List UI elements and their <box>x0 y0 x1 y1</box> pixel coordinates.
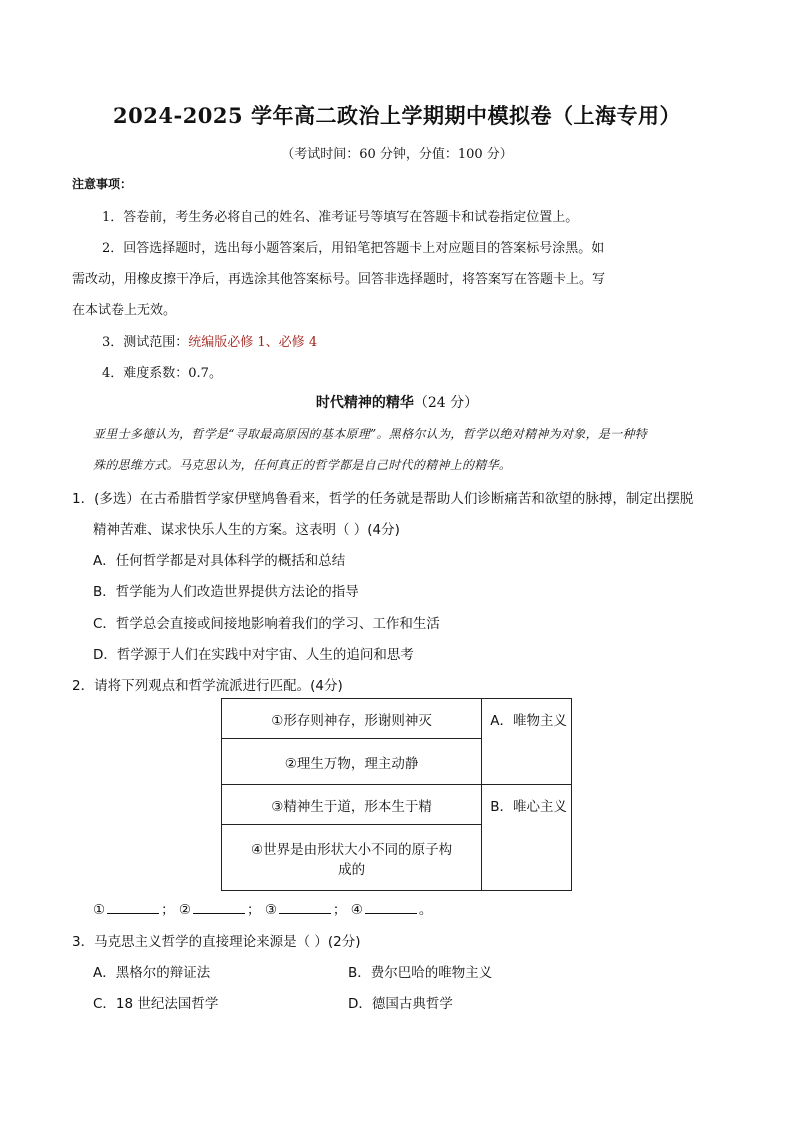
q2-answer-blank-3[interactable] <box>279 901 331 914</box>
q2-row-2: ②理生万物，理主动静 <box>222 739 482 785</box>
q3-option-b[interactable]: B．费尔巴哈的唯物主义 <box>348 965 493 981</box>
q2-school-a: A．唯物主义 <box>482 699 572 785</box>
section-title <box>0 392 794 412</box>
q2-stem: 2．请将下列观点和哲学流派进行匹配。(4分) <box>72 678 343 694</box>
q1-stem-line-1: 1．(多选）在古希腊哲学家伊壁鸠鲁看来，哲学的任务就是帮助人们诊断痛苦和欲望的脉搏，制定出摆脱 <box>72 491 694 507</box>
section-score: （24 分） <box>413 395 479 411</box>
q3-option-a[interactable]: A．黑格尔的辩证法 <box>93 965 211 981</box>
exam-info: （考试时间：60 分钟，分值：100 分） <box>281 147 513 162</box>
note-item-3-prefix: 3．测试范围： <box>102 335 189 350</box>
note-item-2-line-3: 在本试卷上无效。 <box>72 303 177 318</box>
q2-answer-blanks <box>93 898 432 918</box>
q2-row-3: ③精神生于道，形本生于精 <box>222 785 482 825</box>
note-item-1: 1．答卷前，考生务必将自己的姓名、准考证号等填写在答题卡和试卷指定位置上。 <box>102 210 579 225</box>
q2-answer-blank-1[interactable] <box>107 901 159 914</box>
q3-option-d[interactable]: D．德国古典哲学 <box>348 996 453 1012</box>
q2-answer-separator-2: ； <box>247 902 261 918</box>
q2-answer-blank-4[interactable] <box>365 901 417 914</box>
note-item-2-line-1: 2．回答选择题时，选出每小题答案后，用铅笔把答题卡上对应题目的答案标号涂黑。如 <box>102 241 605 256</box>
q2-row-4: ④世界是由形状大小不同的原子构成的 <box>222 825 482 891</box>
q2-answer-blank-2[interactable] <box>193 901 245 914</box>
section-intro-line-2: 殊的思维方式。马克思认为，任何真正的哲学都是自己时代的精神上的精华。 <box>93 458 512 472</box>
q3-option-c[interactable]: C．18 世纪法国哲学 <box>93 996 219 1012</box>
q1-stem-line-2: 精神苦难、谋求快乐人生的方案。这表明（ ）(4分) <box>93 522 400 538</box>
page-title: 2024-2025 学年高二政治上学期期中模拟卷（上海专用） <box>113 103 681 128</box>
section-intro-line-1: 亚里士多德认为，哲学是“寻取最高原因的基本原理”。黑格尔认为，哲学以绝对精神为对象，是一种特 <box>93 427 648 441</box>
q1-option-b[interactable]: B．哲学能为人们改造世界提供方法论的指导 <box>93 584 359 600</box>
notes-heading: 注意事项： <box>72 177 133 191</box>
q3-stem: 3．马克思主义哲学的直接理论来源是（ ）(2分) <box>72 934 361 950</box>
q1-option-d[interactable]: D．哲学源于人们在实践中对宇宙、人生的追问和思考 <box>93 647 414 663</box>
note-item-3 <box>102 331 317 350</box>
q2-answer-label-2: ② <box>178 902 192 918</box>
q2-answer-separator-3: ； <box>332 902 347 918</box>
q2-answer-end-mark: 。 <box>418 902 433 918</box>
test-scope: 统编版必修 1、必修 4 <box>188 335 318 350</box>
section-title-text: 时代精神的精华 <box>315 395 414 411</box>
q2-answer-label-1: ① <box>93 902 106 918</box>
q2-answer-label-4: ④ <box>350 902 363 918</box>
q2-matching-table <box>221 698 572 891</box>
q1-option-c[interactable]: C．哲学总会直接或间接地影响着我们的学习、工作和生活 <box>93 616 440 632</box>
q2-answer-separator-1: ； <box>161 902 175 918</box>
q2-school-b: B．唯心主义 <box>482 785 572 891</box>
note-item-2-line-2: 需改动，用橡皮擦干净后，再选涂其他答案标号。回答非选择题时，将答案写在答题卡上。写 <box>72 272 606 287</box>
q2-answer-label-3: ③ <box>264 902 277 918</box>
note-item-4: 4．难度系数：0.7。 <box>102 366 222 381</box>
q2-row-1: ①形存则神存，形谢则神灭 <box>222 699 482 739</box>
q1-option-a[interactable]: A．任何哲学都是对具体科学的概括和总结 <box>93 553 346 569</box>
